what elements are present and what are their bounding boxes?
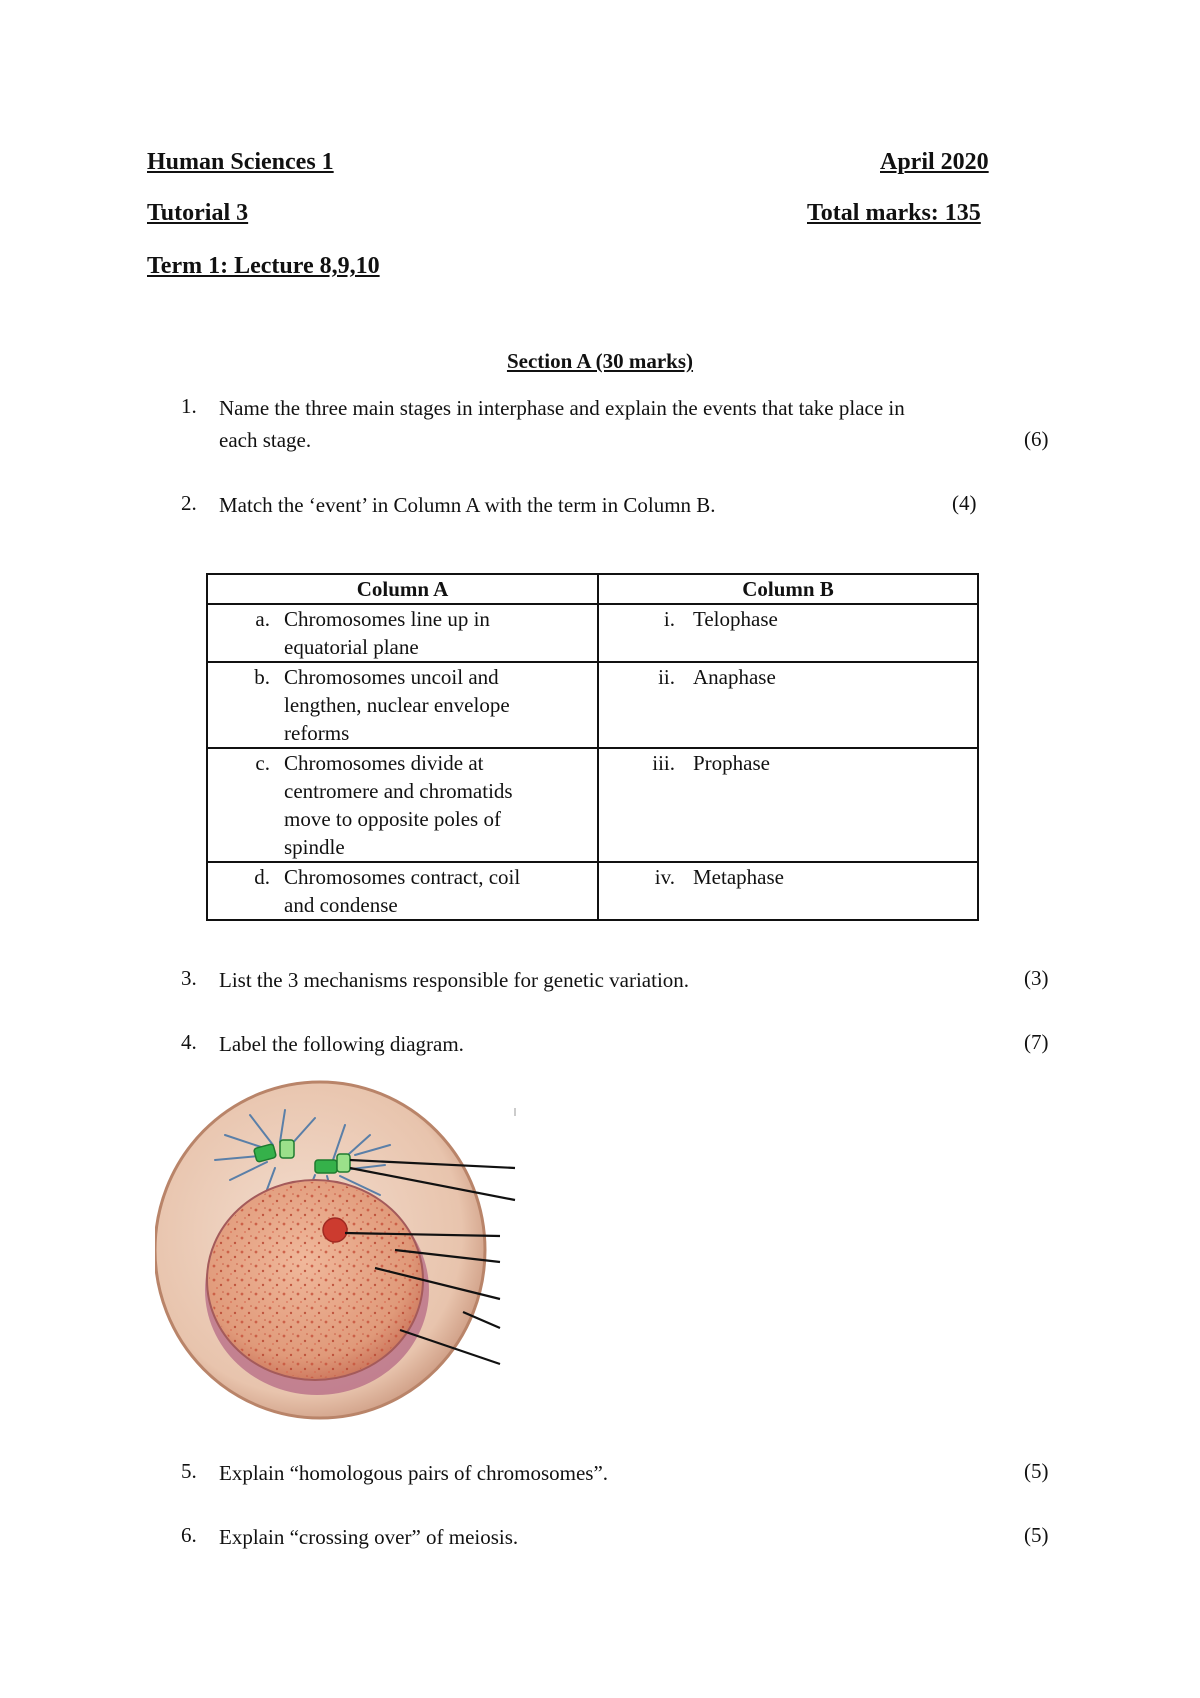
- question-3-marks: (3): [1024, 966, 1049, 990]
- cell-diagram: [155, 1080, 525, 1425]
- question-5-text: Explain “homologous pairs of chromosomes”.: [219, 1461, 609, 1485]
- table-row: [207, 604, 978, 662]
- question-6-number: 6.: [181, 1523, 197, 1547]
- event-text: spindle: [284, 835, 345, 859]
- event-text: Chromosomes uncoil and: [284, 665, 499, 689]
- question-1-number: 1.: [181, 394, 197, 418]
- question-1-line2: each stage.: [219, 428, 312, 452]
- term-text: Telophase: [693, 607, 778, 631]
- question-2-marks: (4): [952, 491, 977, 515]
- table-row: [207, 748, 978, 862]
- question-1-marks: (6): [1024, 427, 1049, 451]
- row-roman: iii.: [652, 751, 675, 775]
- question-4-number: 4.: [181, 1030, 197, 1054]
- term-text: Metaphase: [693, 865, 784, 889]
- row-letter: d.: [254, 865, 270, 889]
- question-1-line1: Name the three main stages in interphase and explain the events that take place in: [219, 396, 905, 420]
- term-text: Anaphase: [693, 665, 776, 689]
- course-title: Human Sciences 1: [147, 149, 334, 175]
- event-text: equatorial plane: [284, 635, 419, 659]
- row-letter: c.: [255, 751, 270, 775]
- event-text: reforms: [284, 721, 350, 745]
- total-marks: Total marks: 135: [807, 200, 981, 226]
- tutorial-title: Tutorial 3: [147, 200, 249, 226]
- column-b-header: Column B: [598, 574, 978, 604]
- row-letter: b.: [254, 665, 270, 689]
- row-letter: a.: [255, 607, 270, 631]
- date: April 2020: [880, 149, 989, 175]
- question-1-text: [219, 392, 1019, 456]
- match-table: [206, 573, 979, 921]
- question-2-text: Match the ‘event’ in Column A with the term in Column B.: [219, 493, 716, 517]
- term-text: Prophase: [693, 751, 770, 775]
- question-2-number: 2.: [181, 491, 197, 515]
- question-3-number: 3.: [181, 966, 197, 990]
- event-text: lengthen, nuclear envelope: [284, 693, 510, 717]
- event-text: move to opposite poles of: [284, 807, 501, 831]
- row-roman: i.: [663, 607, 675, 631]
- event-text: centromere and chromatids: [284, 779, 513, 803]
- table-row: [207, 862, 978, 920]
- question-4-marks: (7): [1024, 1030, 1049, 1054]
- event-text: Chromosomes divide at: [284, 751, 484, 775]
- question-6-text: Explain “crossing over” of meiosis.: [219, 1525, 519, 1549]
- event-text: Chromosomes contract, coil: [284, 865, 521, 889]
- question-3-text: List the 3 mechanisms responsible for genetic variation.: [219, 968, 690, 992]
- table-row: [207, 662, 978, 748]
- event-text: Chromosomes line up in: [284, 607, 490, 631]
- term-lecture: Term 1: Lecture 8,9,10: [147, 253, 380, 279]
- section-title: Section A (30 marks): [506, 349, 694, 373]
- question-5-number: 5.: [181, 1459, 197, 1483]
- event-text: and condense: [284, 893, 398, 917]
- row-roman: iv.: [654, 865, 675, 889]
- row-roman: ii.: [658, 665, 675, 689]
- table-header-row: [207, 574, 978, 604]
- nucleolus: [323, 1218, 347, 1242]
- question-4-text: Label the following diagram.: [219, 1032, 464, 1056]
- question-6-marks: (5): [1024, 1523, 1049, 1547]
- column-a-header: Column A: [207, 574, 598, 604]
- question-5-marks: (5): [1024, 1459, 1049, 1483]
